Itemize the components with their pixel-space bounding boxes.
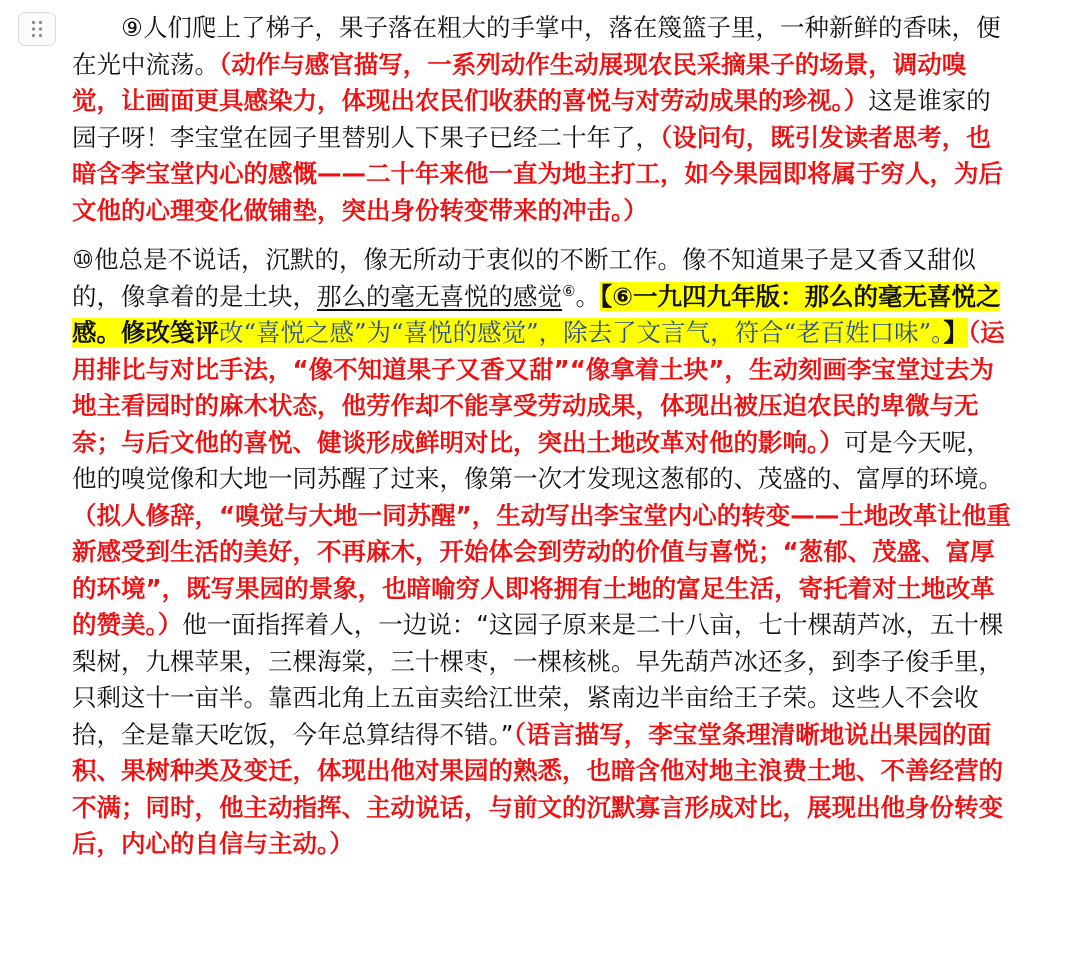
underlined-phrase: 那么的毫无喜悦的感觉	[317, 281, 562, 311]
paragraph-9	[72, 10, 1012, 229]
body-text: ⑨人们爬上了梯子，果子落在粗大的手掌中，落在篾篮子里，一种新鲜的香味，便在光中流荡。	[72, 13, 1001, 79]
annotation: （动作与感官描写，一系列动作生动展现农民采摘果子的场景，调动嗅觉，让画面更具感染力，体现出农民们收获的喜悦与对劳动成果的珍视。）	[72, 49, 967, 115]
annotation: （设问句，既引发读者思考，也暗含李宝堂内心的感慨——二十年来他一直为地主打工，如今果园即将属于穷人，为后文他的心理变化做铺垫，突出身份转变带来的冲击。）	[72, 122, 1003, 225]
body-text: 。	[575, 281, 600, 311]
footnote-comment: 改“喜悦之感”为“喜悦的感觉”，除去了文言气，符合“老百姓口味”。	[219, 318, 944, 347]
footnote-version-text: 【⑥一九四九年版：那么的毫无喜悦之感。	[72, 281, 1001, 347]
grip-dots-icon	[30, 19, 44, 39]
footnote-label: 修改笺评	[121, 318, 219, 347]
annotation: （拟人修辞，“嗅觉与大地一同苏醒”，生动写出李宝堂内心的转变——土地改革让他重新感受到生活的美好，不再麻木，开始体会到劳动的价值与喜悦；“葱郁、茂盛、富厚的环境”，既写果园的景象，也暗喻穷人即将拥有土地的富足生活，寄托着对土地改革的赞美。）	[72, 500, 1011, 639]
footnote-close-bracket: 】	[943, 318, 968, 347]
body-text: 可是今天呢，他的嗅觉像和大地一同苏醒了过来，像第一次才发现这葱郁的、茂盛的、富厚的环境。	[72, 427, 1003, 493]
annotation: （运用排比与对比手法，“像不知道果子又香又甜”“像拿着土块”，生动刻画李宝堂过去为地主看园时的麻木状态，他劳作却不能享受劳动成果，体现出被压迫农民的卑微与无奈；与后文他的喜悦、健谈形成鲜明对比，突出土地改革对他的影响。）	[72, 318, 1005, 457]
paragraph-10	[72, 242, 1012, 863]
footnote-reference[interactable]: ⑥	[562, 281, 576, 300]
document-body	[72, 10, 1012, 863]
body-text: 他一面指挥着人，一边说：“这园子原来是二十八亩，七十棵葫芦冰，五十棵梨树，九棵苹果，三棵海棠，三十棵枣，一棵核桃。早先葫芦冰还多，到李子俊手里，只剩这十一亩半。靠西北角上五亩卖给江世荣，紧南边半亩给王子荣。这些人不会收拾，全是靠天吃饭，今年总算结得不错。”	[72, 610, 1004, 749]
drag-handle-button[interactable]	[18, 12, 56, 46]
body-text: ⑩他总是不说话，沉默的，像无所动于衷似的不断工作。像不知道果子是又香又甜似的，像拿着的是土块，	[72, 245, 976, 311]
body-text: 这是谁家的园子呀！李宝堂在园子里替别人下果子已经二十年了，	[72, 86, 991, 152]
annotation: （语言描写，李宝堂条理清晰地说出果园的面积、果树种类及变迁，体现出他对果园的熟悉，也暗含他对地主浪费土地、不善经营的不满；同时，他主动指挥、主动说话，与前文的沉默寡言形成对比，展现出他身份转变后，内心的自信与主动。）	[72, 719, 1003, 858]
